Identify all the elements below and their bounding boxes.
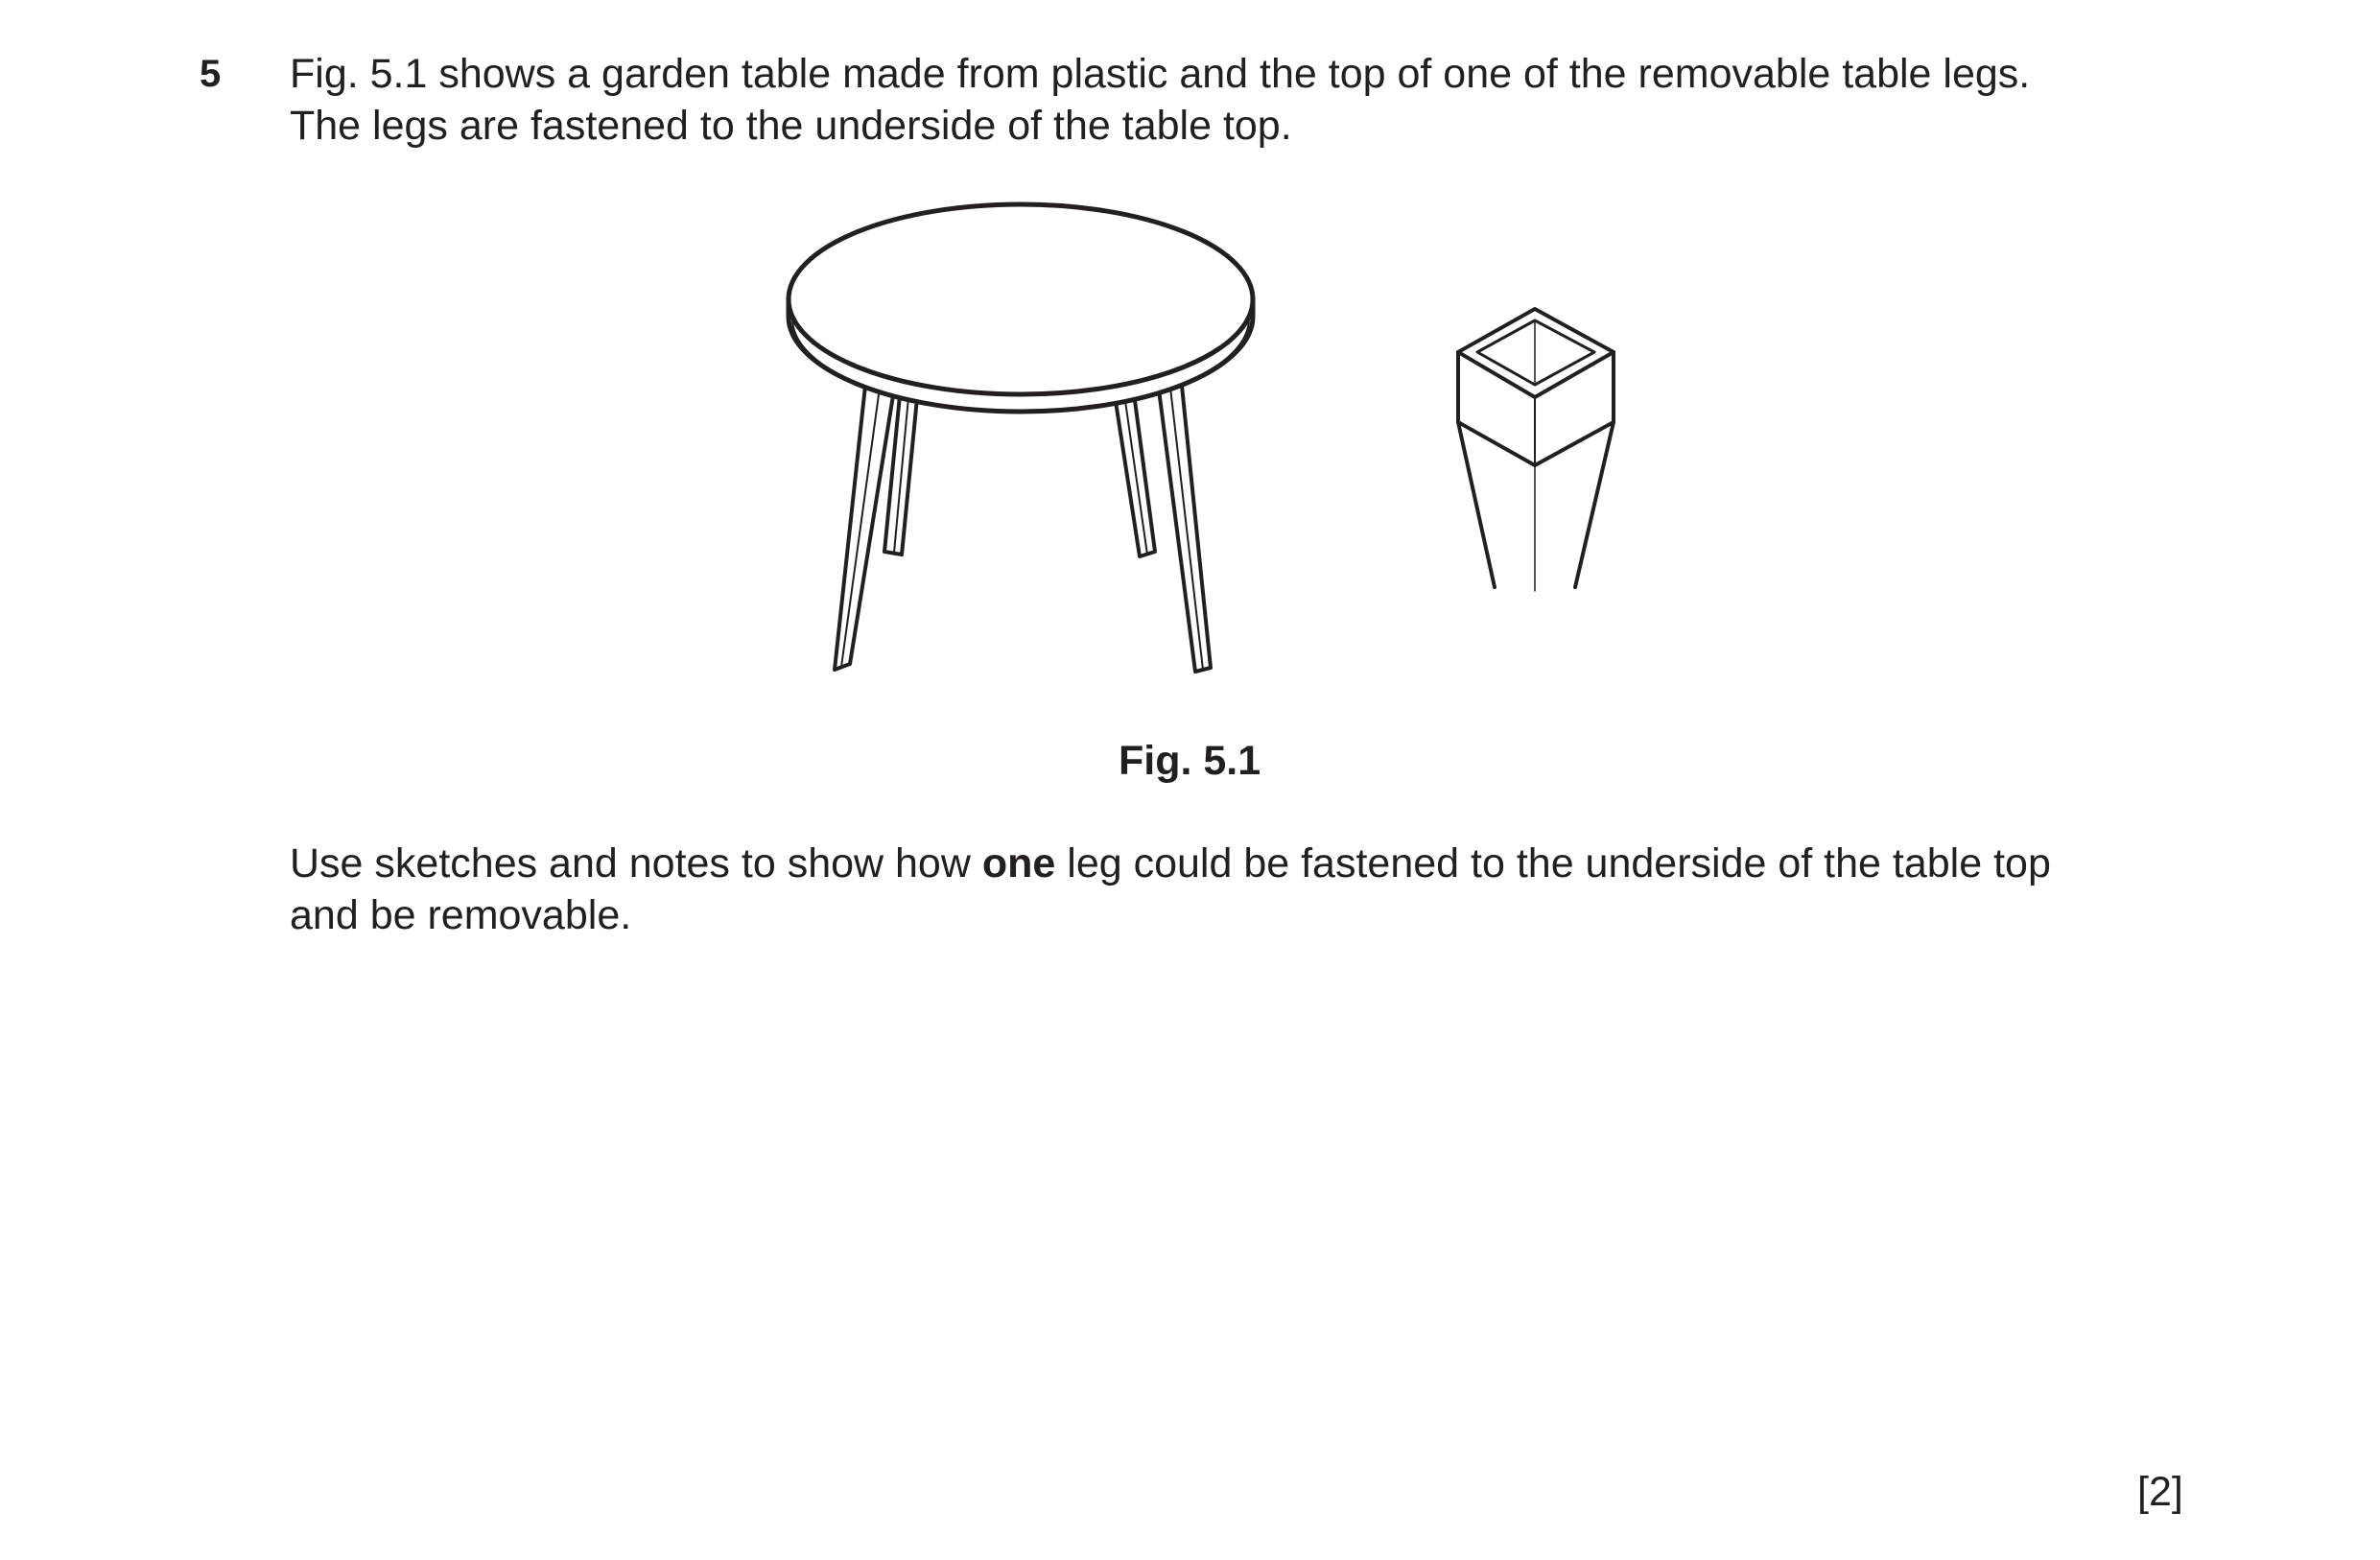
garden-table-drawing	[789, 204, 1253, 672]
task-text-end: leg could be fastened to the underside of the table top	[1055, 840, 2051, 886]
task-emphasis-one: one	[981, 840, 1056, 886]
task-text-start: Use sketches and notes to show how	[290, 840, 982, 886]
task-instruction	[290, 838, 2304, 941]
table-leg-front-right	[1159, 386, 1211, 672]
figure-caption: Fig. 5.1	[1119, 738, 1261, 784]
task-line-2: and be removable.	[290, 892, 632, 938]
marks-allocation: [2]	[2137, 1469, 2183, 1515]
intro-line-2: The legs are fastened to the underside of the table top.	[290, 103, 1292, 149]
intro-line-1: Fig. 5.1 shows a garden table made from plastic and the top of one of the removable table legs.	[290, 51, 2031, 97]
question-number: 5	[200, 53, 222, 95]
figure-5-1	[0, 0, 2380, 729]
table-leg-top-drawing	[1458, 309, 1614, 591]
task-line-1	[290, 838, 2304, 889]
table-top-surface	[789, 204, 1253, 394]
table-leg-back-right	[1115, 393, 1155, 556]
